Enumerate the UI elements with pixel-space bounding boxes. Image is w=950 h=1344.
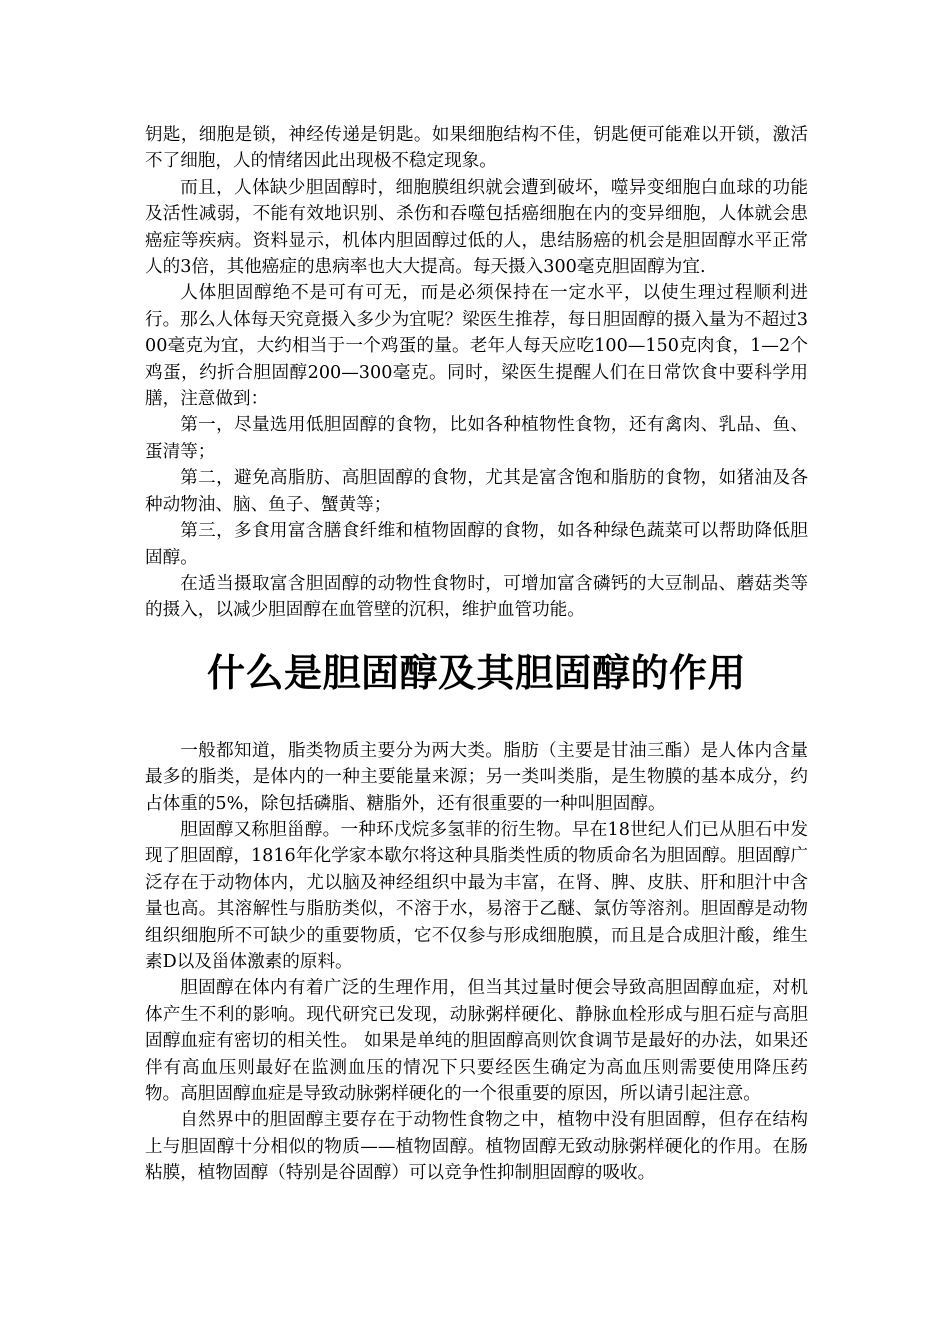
paragraph: 而且，人体缺少胆固醇时，细胞膜组织就会遭到破坏，噬异变细胞白血球的功能及活性减弱，不能有效地识别、杀伤和吞噬包括癌细胞在内的变异细胞，人体就会患癌症等疾病。资料显示，机体内胆固醇过低的人，患结肠癌的机会是胆固醇水平正常人的3倍，其他癌症的患病率也大大提高。每天摄入300毫克胆固醇为宜. — [145, 177, 808, 278]
section-heading: 什么是胆固醇及其胆固醇的作用 — [206, 650, 746, 695]
document-page — [145, 122, 808, 1187]
paragraph: 一般都知道，脂类物质主要分为两大类。脂肪（主要是甘油三酯）是人体内含量最多的脂类，是体内的一种主要能量来源；另一类叫类脂，是生物膜的基本成分，约占体重的5%，除包括磷脂、糖脂外，还有很重要的一种叫胆固醇。 — [145, 740, 808, 814]
paragraph: 胆固醇又称胆甾醇。一种环戊烷多氢菲的衍生物。早在18世纪人们已从胆石中发现了胆固醇，1816年化学家本歇尔将这种具脂类性质的物质命名为胆固醇。胆固醇广泛存在于动物体内，尤以脑及神经组织中最为丰富，在肾、脾、皮肤、肝和胆汁中含量也高。其溶解性与脂肪类似，不溶于水，易溶于乙醚、氯仿等溶剂。胆固醇是动物组织细胞所不可缺少的重要物质，它不仅参与形成细胞膜，而且是合成胆汁酸，维生素D以及甾体激素的原料。 — [145, 819, 808, 972]
list-item-third: 第三，多食用富含膳食纤维和植物固醇的食物，如各种绿色蔬菜可以帮助降低胆固醇。 — [145, 521, 808, 568]
paragraph: 自然界中的胆固醇主要存在于动物性食物之中，植物中没有胆固醇，但存在结构上与胆固醇十分相似的物质——植物固醇。植物固醇无致动脉粥样硬化的作用。在肠粘膜，植物固醇（特别是谷固醇）可以竞争性抑制胆固醇的吸收。 — [145, 1110, 808, 1184]
paragraph: 胆固醇在体内有着广泛的生理作用，但当其过量时便会导致高胆固醇血症，对机体产生不利的影响。现代研究已发现，动脉粥样硬化、静脉血栓形成与胆石症与高胆固醇血症有密切的相关性。 如果是单纯的胆固醇高则饮食调节是最好的办法，如果还伴有高血压则最好在监测血压的情况下只要经医生确定为高血压则需要使用降压药物。高胆固醇血症是导致动脉粥样硬化的一个很重要的原因，所以请引起注意。 — [145, 978, 808, 1104]
paragraph: 人体胆固醇绝不是可有可无，而是必须保持在一定水平，以使生理过程顺利进行。那么人体每天究竟摄入多少为宜呢？梁医生推荐，每日胆固醇的摄入量为不超过300毫克为宜，大约相当于一个鸡蛋的量。老年人每天应吃100—150克肉食，1—2个鸡蛋，约折合胆固醇200—300毫克。同时，梁医生提醒人们在日常饮食中要科学用膳，注意做到： — [145, 283, 808, 410]
paragraph: 在适当摄取富含胆固醇的动物性食物时，可增加富含磷钙的大豆制品、蘑菇类等的摄入，以减少胆固醇在血管壁的沉积，维护血管功能。 — [145, 573, 808, 621]
list-item-second: 第二，避免高脂肪、高胆固醇的食物，尤其是富含饱和脂肪的食物，如猪油及各种动物油、脑、鱼子、蟹黄等； — [145, 468, 808, 515]
paragraph-continuation: 钥匙，细胞是锁，神经传递是钥匙。如果细胞结构不佳，钥匙便可能难以开锁，激活不了细胞，人的情绪因此出现极不稳定现象。 — [145, 125, 808, 172]
list-item-first: 第一，尽量选用低胆固醇的食物，比如各种植物性食物，还有禽肉、乳品、鱼、蛋清等； — [145, 415, 808, 462]
